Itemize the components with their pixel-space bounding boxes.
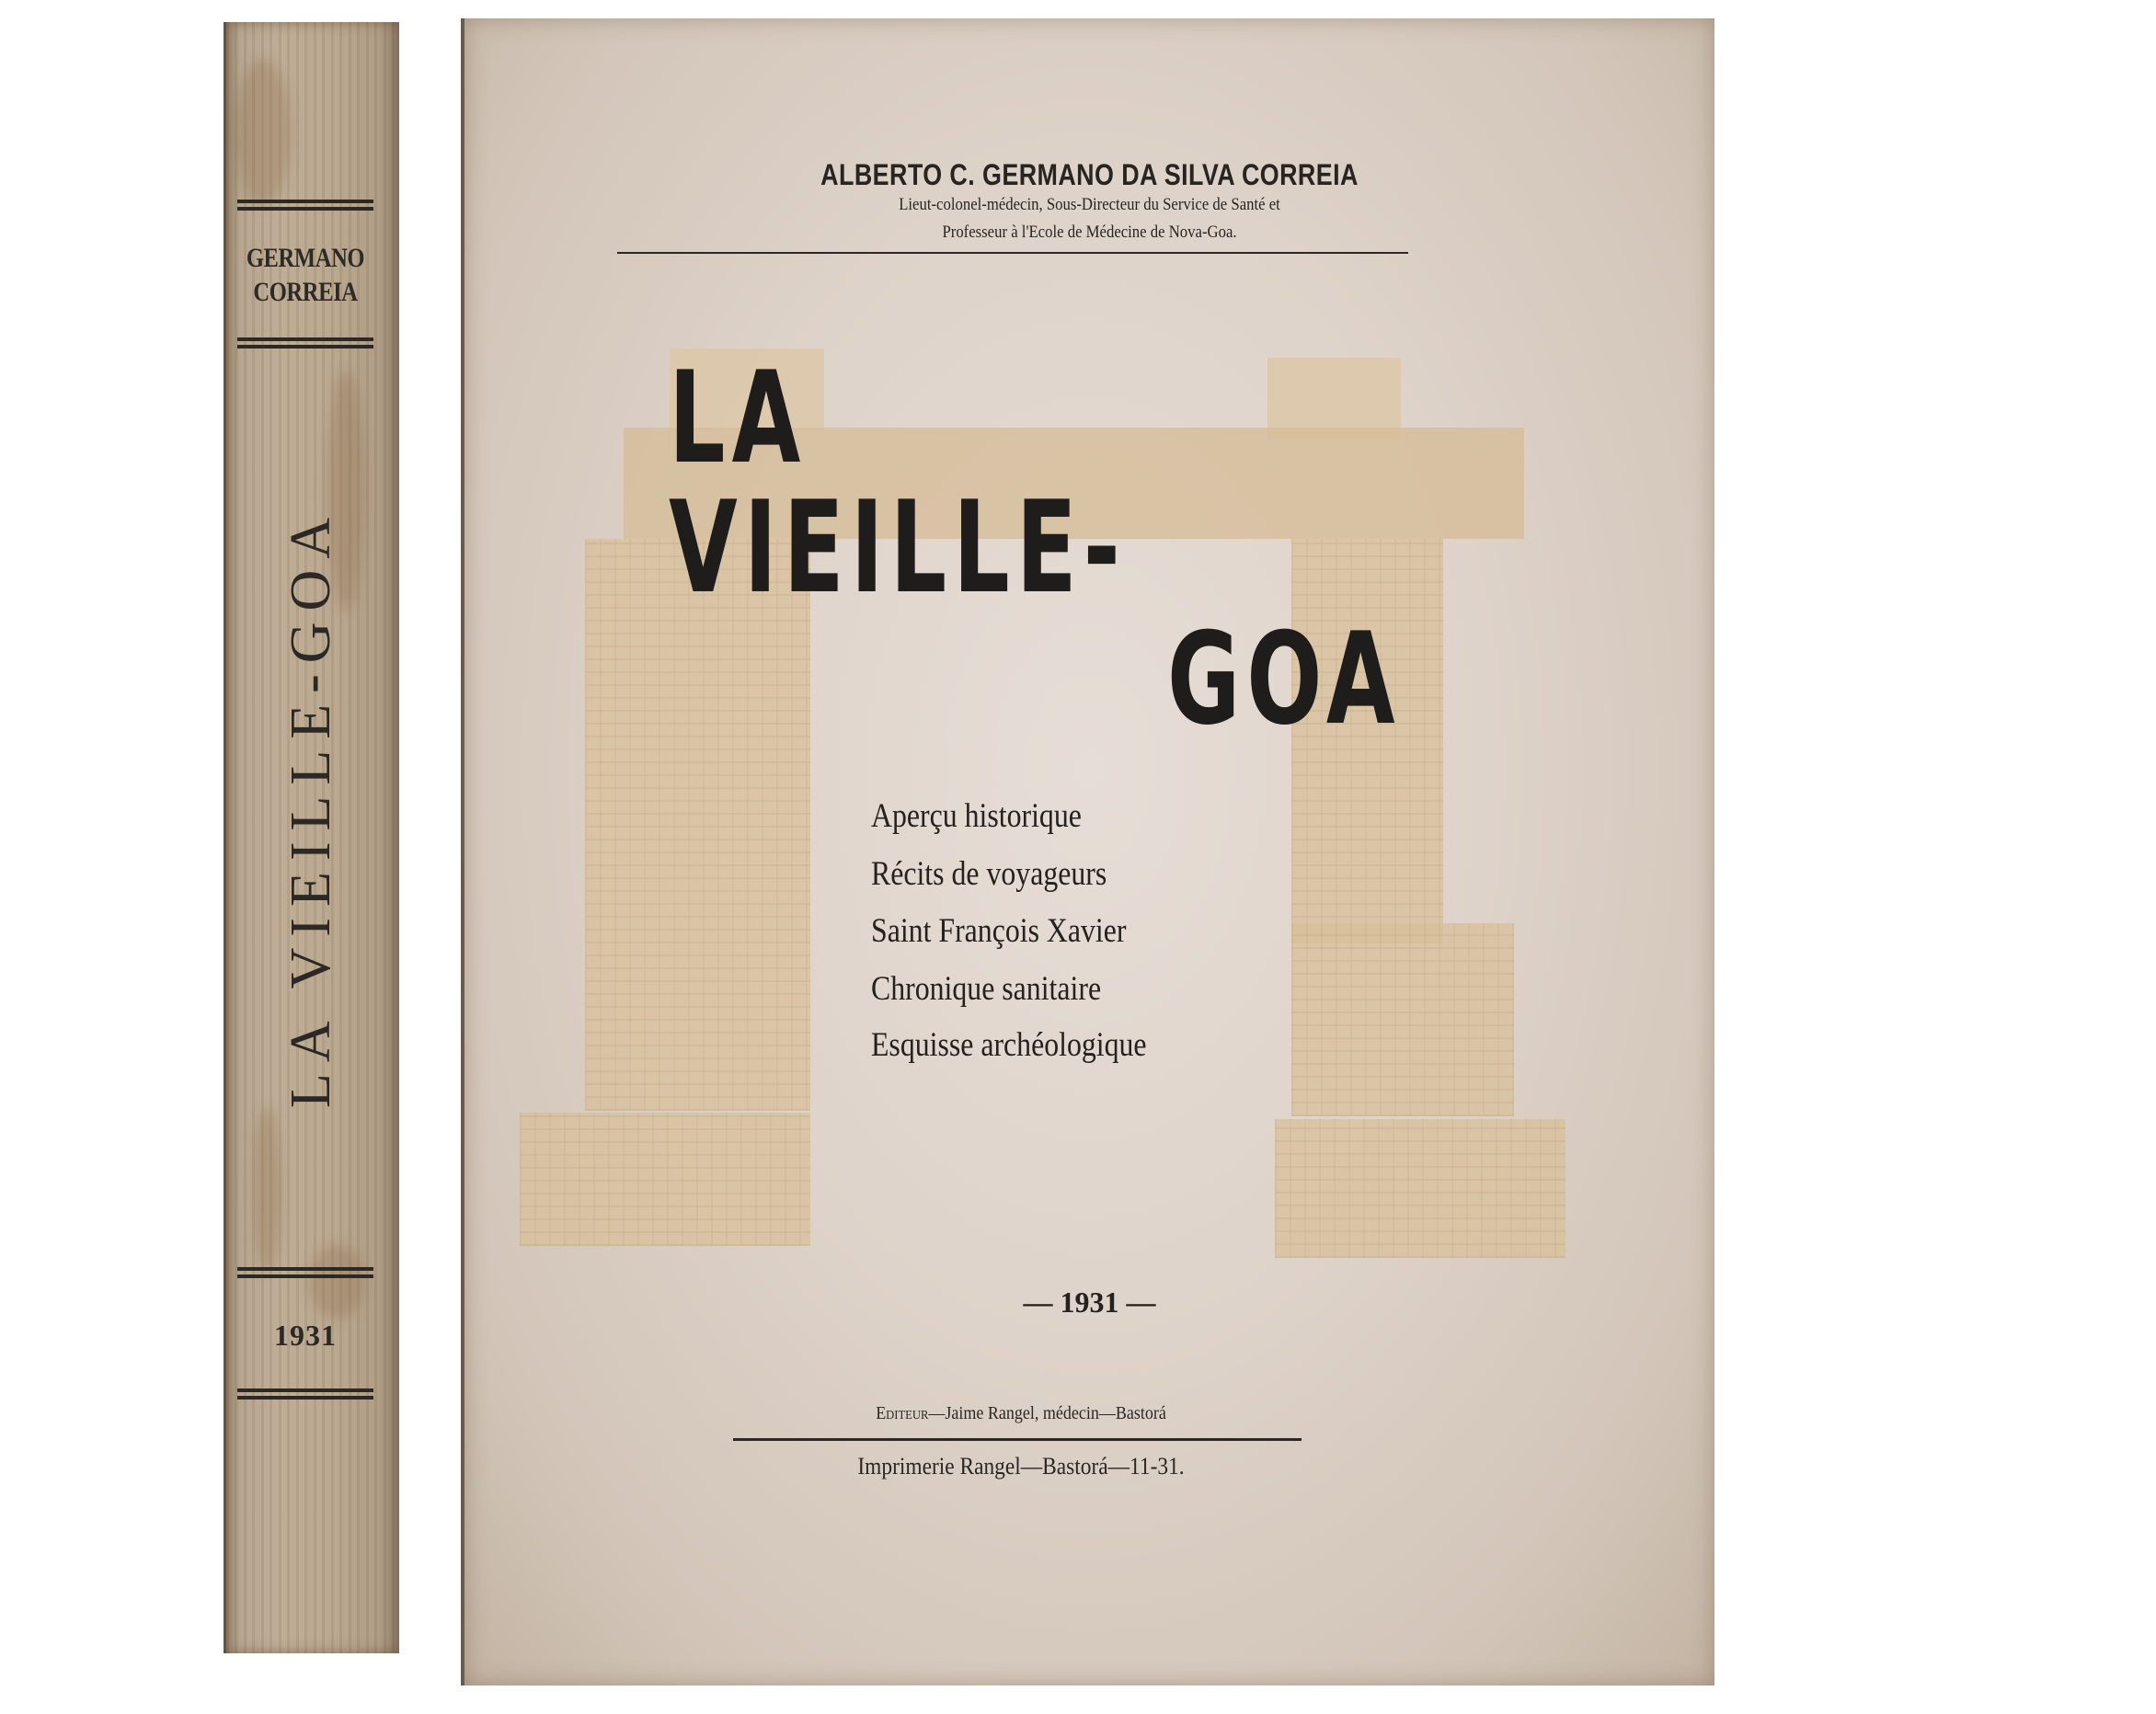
arch-left-pillar <box>585 539 810 1111</box>
topic-item: Saint François Xavier <box>871 912 1127 950</box>
editor-line <box>843 1403 1199 1424</box>
spine-stain <box>235 59 291 206</box>
title-line-2: VIEILLE- <box>669 474 1127 622</box>
spine-author-last: CORREIA <box>253 277 358 307</box>
arch-left-base <box>520 1113 810 1246</box>
spine-rule-under-author <box>237 337 373 349</box>
spine-rule-above-year <box>237 1267 373 1278</box>
spine-title: LA VIEILLE-GOA <box>280 506 342 1109</box>
editor-text: —Jaime Rangel, médecin—Bastorá <box>928 1403 1166 1423</box>
book-spine <box>224 22 399 1653</box>
spine-stain <box>254 1107 281 1273</box>
imprint-line: Imprimerie Rangel—Bastorá—11-31. <box>857 1453 1185 1480</box>
spine-author-first: GERMANO <box>246 243 365 273</box>
header-divider <box>617 252 1408 254</box>
title-line-3: GOA <box>1167 605 1402 753</box>
topic-item: Esquisse archéologique <box>871 1026 1147 1064</box>
topic-item: Aperçu historique <box>871 797 1082 835</box>
title-line-1: LA <box>669 344 808 492</box>
arch-right-step <box>1291 923 1514 1116</box>
spine-rule-top <box>237 200 373 211</box>
imprint-divider <box>733 1438 1302 1441</box>
author-credentials-line1: Lieut-colonel-médecin, Sous-Directeur du Service de Santé et <box>899 195 1280 214</box>
spine-rule-below-year <box>237 1388 373 1400</box>
author-credentials-line2: Professeur à l'Ecole de Médecine de Nova-Goa. <box>942 223 1237 242</box>
publication-year: — 1931 — <box>1023 1286 1156 1319</box>
arch-right-base <box>1275 1119 1565 1258</box>
spine-year: 1931 <box>274 1319 337 1352</box>
spine-stain <box>309 1245 364 1319</box>
editor-label: Editeur <box>876 1403 929 1423</box>
author-name: ALBERTO C. GERMANO DA SILVA CORREIA <box>820 158 1359 191</box>
topic-item: Récits de voyageurs <box>871 855 1107 893</box>
book-front-cover <box>461 18 1714 1685</box>
topic-item: Chronique sanitaire <box>871 970 1102 1008</box>
